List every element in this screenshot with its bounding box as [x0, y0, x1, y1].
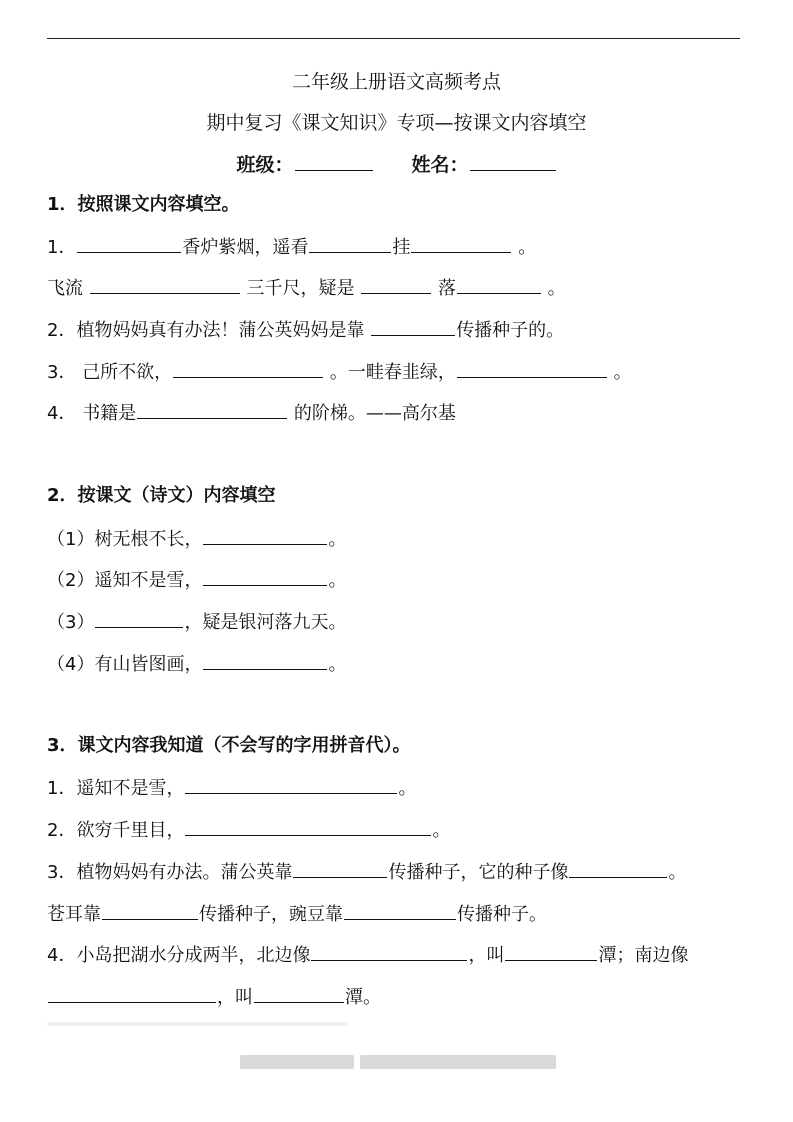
question-text: 传播种子的。 [456, 320, 565, 341]
question-text: ，叫 [217, 987, 253, 1008]
answer-blank[interactable] [173, 360, 323, 378]
s3-q2 [47, 818, 450, 843]
question-text: 苍耳靠 [47, 904, 101, 925]
answer-blank[interactable] [457, 360, 607, 378]
class-blank[interactable] [295, 153, 373, 171]
question-text: 。 [328, 529, 347, 550]
s3-q1 [47, 776, 416, 801]
s2-item-1 [47, 527, 346, 552]
question-number: 4． [47, 403, 77, 424]
s2-item-3 [47, 610, 346, 635]
answer-blank[interactable] [203, 652, 327, 670]
question-text: 的阶梯。——高尔基 [293, 403, 456, 424]
question-number: 3． [47, 362, 77, 383]
question-text: 。 [398, 778, 417, 799]
question-text: 4．小岛把湖水分成两半，北边像 [47, 945, 311, 966]
question-text: 。 [518, 237, 537, 258]
question-text: 。 [613, 362, 632, 383]
s2-item-2 [47, 568, 346, 593]
answer-blank[interactable] [137, 401, 287, 419]
question-text: 。 [432, 820, 451, 841]
s3-q4-line2 [47, 985, 381, 1010]
answer-blank[interactable] [185, 776, 397, 794]
top-rule [47, 38, 740, 39]
question-text: 1．遥知不是雪， [47, 778, 185, 799]
question-text: 传播种子，豌豆靠 [199, 904, 343, 925]
s1-q1-line2 [47, 276, 566, 301]
section1-heading: 1．按照课文内容填空。 [47, 194, 240, 215]
s1-q3 [47, 360, 632, 385]
answer-blank[interactable] [457, 276, 541, 294]
section2-heading: 2．按课文（诗文）内容填空 [47, 485, 276, 506]
question-text: （3） [47, 612, 95, 633]
answer-blank[interactable] [48, 985, 216, 1003]
answer-blank[interactable] [411, 235, 511, 253]
question-text: 传播种子。 [457, 904, 547, 925]
answer-blank[interactable] [90, 276, 240, 294]
s3-q3-line1 [47, 860, 686, 885]
student-info-line [0, 150, 793, 177]
answer-blank[interactable] [185, 818, 431, 836]
question-text: 挂 [392, 237, 411, 258]
blurred-footer-mark [240, 1055, 354, 1069]
answer-blank[interactable] [309, 235, 391, 253]
blurred-footer-mark [360, 1055, 556, 1069]
question-text: 三千尺，疑是 [246, 278, 355, 299]
section3-heading: 3．课文内容我知道（不会写的字用拼音代）。 [47, 735, 411, 756]
class-label: 班级： [236, 154, 294, 176]
question-text: 3．植物妈妈有办法。蒲公英靠 [47, 862, 293, 883]
question-text: 。 [328, 570, 347, 591]
s3-q3-line2 [47, 902, 547, 927]
answer-blank[interactable] [203, 568, 327, 586]
question-text: 己所不欲， [82, 362, 173, 383]
answer-blank[interactable] [361, 276, 431, 294]
answer-blank[interactable] [569, 860, 667, 878]
s3-q4-line1 [47, 943, 688, 968]
answer-blank[interactable] [371, 318, 455, 336]
faded-text-remnant [47, 1022, 347, 1026]
question-text: 2．植物妈妈真有办法！蒲公英妈妈是靠 [47, 320, 365, 341]
question-text: 飞流 [47, 278, 83, 299]
question-text: 潭；南边像 [598, 945, 689, 966]
name-label: 姓名： [411, 154, 469, 176]
question-text: 。一畦春韭绿， [329, 362, 456, 383]
page-title: 二年级上册语文高频考点 [291, 71, 501, 93]
answer-blank[interactable] [505, 943, 597, 961]
s1-q4 [47, 401, 456, 426]
question-text: 。 [547, 278, 566, 299]
question-text: 潭。 [345, 987, 381, 1008]
question-text: 2．欲穷千里目， [47, 820, 185, 841]
answer-blank[interactable] [95, 610, 183, 628]
question-text: 落 [437, 278, 456, 299]
question-text: 传播种子，它的种子像 [388, 862, 569, 883]
s2-item-4 [47, 652, 346, 677]
answer-blank[interactable] [102, 902, 198, 920]
question-number: 1． [47, 237, 77, 258]
question-text: 书籍是 [82, 403, 137, 424]
answer-blank[interactable] [77, 235, 181, 253]
question-text: 香炉紫烟，遥看 [182, 237, 309, 258]
answer-blank[interactable] [254, 985, 344, 1003]
question-text: ，疑是银河落九天。 [184, 612, 347, 633]
question-text: （1）树无根不长， [47, 529, 203, 550]
question-text: （2）遥知不是雪， [47, 570, 203, 591]
s1-q2 [47, 318, 564, 343]
page-subtitle: 期中复习《课文知识》专项—按课文内容填空 [206, 112, 587, 134]
answer-blank[interactable] [293, 860, 387, 878]
question-text: 。 [668, 862, 687, 883]
s1-q1-line1 [47, 235, 536, 260]
question-text: （4）有山皆图画， [47, 654, 203, 675]
question-text: ，叫 [468, 945, 505, 966]
answer-blank[interactable] [203, 527, 327, 545]
question-text: 。 [328, 654, 347, 675]
answer-blank[interactable] [344, 902, 456, 920]
name-blank[interactable] [470, 153, 556, 171]
answer-blank[interactable] [311, 943, 467, 961]
